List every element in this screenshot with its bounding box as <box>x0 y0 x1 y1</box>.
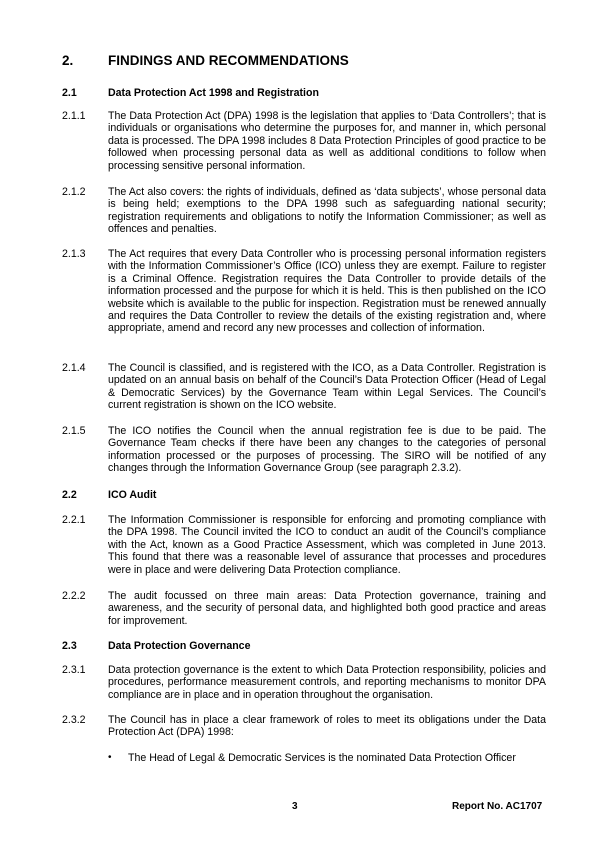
paragraph-2-3-1 <box>62 664 546 701</box>
section-number: 2.1 <box>62 87 77 99</box>
paragraph-2-1-4 <box>62 362 546 412</box>
paragraph-2-1-1 <box>62 110 546 172</box>
paragraph-2-1-2 <box>62 186 546 236</box>
main-heading-number: 2. <box>62 53 74 68</box>
paragraph-text: The Council has in place a clear framework of roles to meet its obligations under the Data Protection Act (DPA) 1998: <box>108 714 546 739</box>
paragraph-number: 2.2.1 <box>62 514 86 526</box>
paragraph-number: 2.1.3 <box>62 248 86 260</box>
bullet-item <box>108 752 546 764</box>
paragraph-2-2-1 <box>62 514 546 576</box>
section-title: Data Protection Governance <box>108 640 251 652</box>
paragraph-text: The Data Protection Act (DPA) 1998 is the legislation that applies to ‘Data Controllers’; that is individuals or organisations who determine the purposes for, and manner in, which personal data is processed. The DPA 1998 includes 8 Data Protection Principles of good practice to be followed when processing personal data as well as additional conditions to follow when processing sensitive personal information. <box>108 110 546 172</box>
paragraph-2-1-3 <box>62 248 546 335</box>
paragraph-number: 2.2.2 <box>62 590 86 602</box>
paragraph-text: The Act also covers: the rights of individuals, defined as ‘data subjects’, whose personal data is being held; exemptions to the DPA 1998 such as safeguarding national security; registration requirements and obligations to notify the Information Commissioner; as well as offences and penalties. <box>108 186 546 236</box>
paragraph-text: The Information Commissioner is responsible for enforcing and promoting compliance with the DPA 1998. The Council invited the ICO to conduct an audit of the Council’s compliance with the Act, known as a Good Practice Assessment, which was completed in June 2013. This found that there was a reasonable level of assurance that processes and procedures were in place and were delivering Data Protection compliance. <box>108 514 546 576</box>
paragraph-text: The ICO notifies the Council when the annual registration fee is due to be paid. The Governance Team checks if there have been any changes to the categories of personal information processed or the purposes of processing. The SIRO will be notified of any changes through the Information Governance Group (see paragraph 2.3.2). <box>108 425 546 475</box>
paragraph-number: 2.1.4 <box>62 362 86 374</box>
paragraph-number: 2.1.5 <box>62 425 86 437</box>
paragraph-text: The Council is classified, and is registered with the ICO, as a Data Controller. Registration is updated on an annual basis on behalf of the Council’s Data Protection Officer (Head of Legal & Democratic Services) by the Governance Team within Legal Services. The Council’s current registration is shown on the ICO website. <box>108 362 546 412</box>
page-number: 3 <box>292 801 298 812</box>
paragraph-number: 2.1.1 <box>62 110 86 122</box>
paragraph-2-2-2 <box>62 590 546 627</box>
paragraph-text: The audit focussed on three main areas: Data Protection governance, training and awareness, and the security of personal data, and highlighted both good practice and areas for improvement. <box>108 590 546 627</box>
paragraph-number: 2.1.2 <box>62 186 86 198</box>
bullet-icon: • <box>108 752 112 763</box>
paragraph-text: The Act requires that every Data Controller who is processing personal information registers with the Information Commissioner’s Office (ICO) unless they are exempt. Failure to register is a Criminal Offence. Registration requires the Data Controller to provide details of the information processed and the purpose for which it is held. This is then published on the ICO website which is available to the public for inspection. Registration must be renewed annually and requires the Data Controller to review the details of the existing registration and, where appropriate, amend and record any new processes and collection of information. <box>108 248 546 335</box>
paragraph-2-1-5 <box>62 425 546 475</box>
section-heading-2-2 <box>62 489 156 501</box>
main-heading <box>62 53 349 68</box>
section-title: Data Protection Act 1998 and Registration <box>108 87 319 99</box>
paragraph-text: Data protection governance is the extent to which Data Protection responsibility, policies and procedures, performance measurement controls, and reporting mechanisms to monitor DPA compliance are in place and in operation throughout the organisation. <box>108 664 546 701</box>
section-number: 2.2 <box>62 489 77 501</box>
section-title: ICO Audit <box>108 489 157 501</box>
main-heading-title: FINDINGS AND RECOMMENDATIONS <box>108 53 349 68</box>
report-number: Report No. AC1707 <box>452 801 543 812</box>
paragraph-number: 2.3.1 <box>62 664 86 676</box>
section-heading-2-3 <box>62 640 250 652</box>
paragraph-number: 2.3.2 <box>62 714 86 726</box>
section-heading-2-1 <box>62 87 319 99</box>
bullet-text: The Head of Legal & Democratic Services is the nominated Data Protection Officer <box>128 752 516 764</box>
paragraph-2-3-2 <box>62 714 546 739</box>
section-number: 2.3 <box>62 640 77 652</box>
